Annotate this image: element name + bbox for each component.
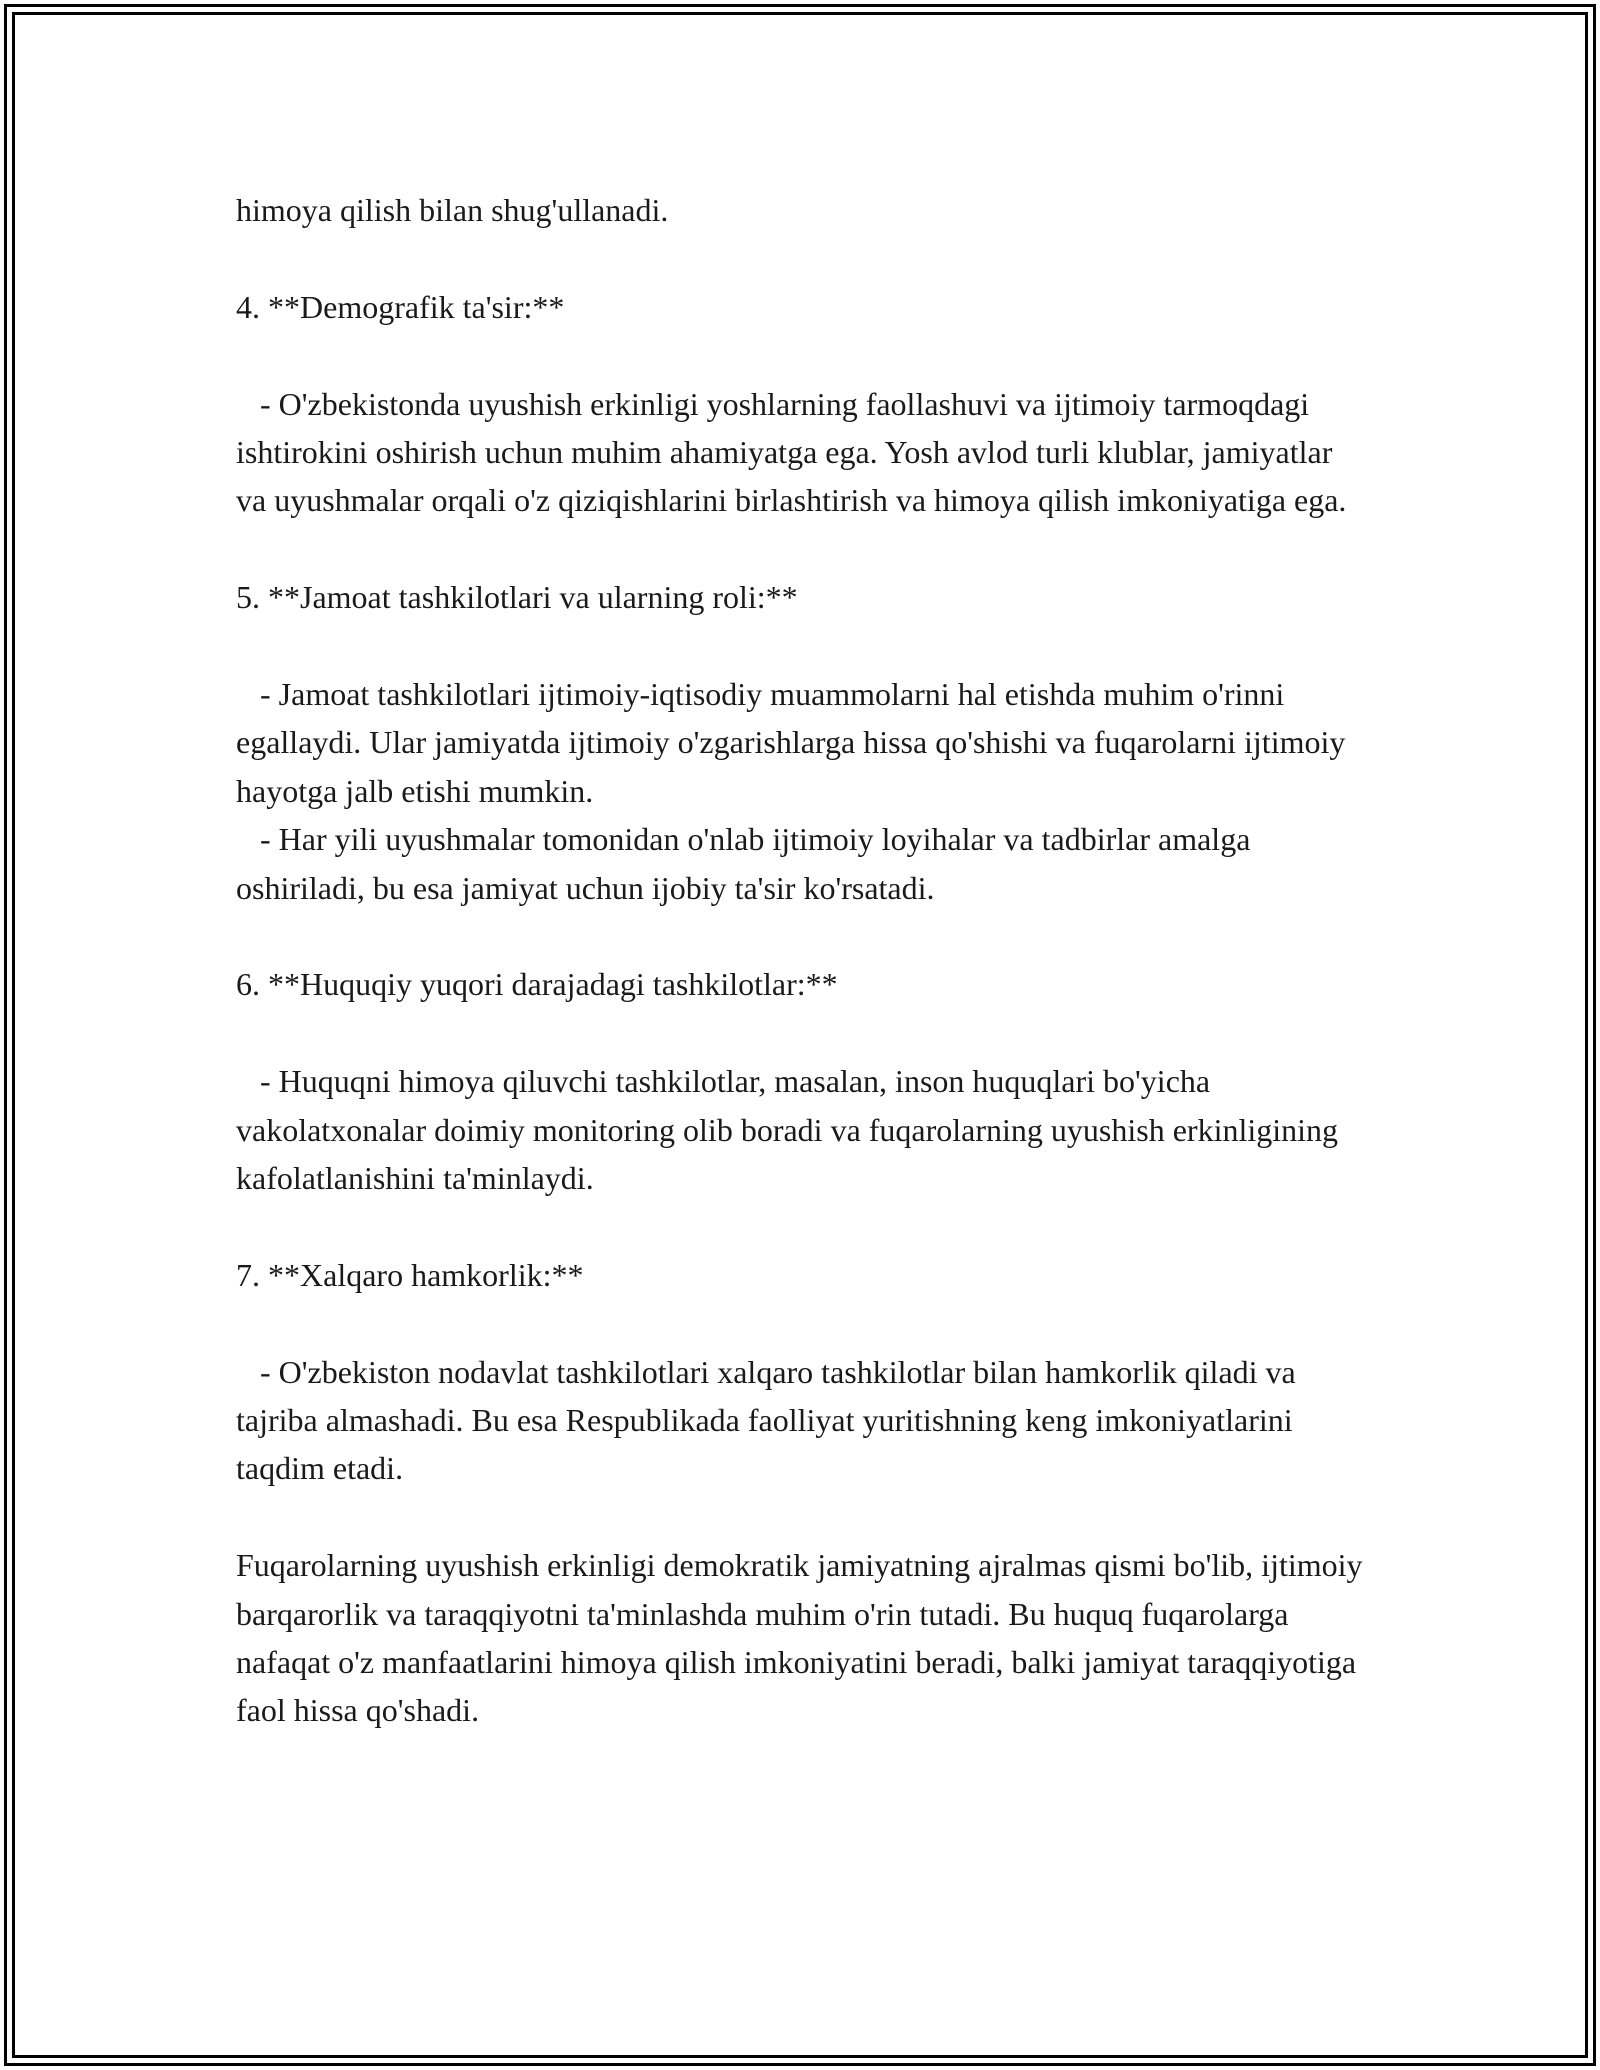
blank-line bbox=[236, 912, 1366, 960]
blank-line bbox=[236, 1299, 1366, 1347]
section-heading-4: 4. **Demografik ta'sir:** bbox=[236, 288, 565, 325]
blank-line bbox=[236, 1493, 1366, 1541]
section-5-item-1: - Jamoat tashkilotlari ijtimoiy-iqtisodiy muammolarni hal etishda muhim o'rinni egallaydi. Ular jamiyatda ijtimoiy o'zgarishlarga hissa qo'shishi va fuqarolarni ijtimoiy hayotga jalb etishi mumkin. bbox=[236, 676, 1354, 809]
conclusion-paragraph: Fuqarolarning uyushish erkinligi demokratik jamiyatning ajralmas qismi bo'lib, ijtimoiy barqarorlik va taraqqiyotni ta'minlashda muhim o'rin tutadi. Bu huquq fuqarolarga nafaqat o'z manfaatlarini himoya qilish imkoniyatini beradi, balki jamiyat taraqqiyotiga faol hissa qo'shadi. bbox=[236, 1547, 1371, 1729]
blank-line bbox=[236, 622, 1366, 670]
section-heading-7: 7. **Xalqaro hamkorlik:** bbox=[236, 1256, 584, 1293]
paragraph-continuation: himoya qilish bilan shug'ullanadi. bbox=[236, 192, 669, 228]
section-4-item: - O'zbekistonda uyushish erkinligi yoshlarning faollashuvi va ijtimoiy tarmoqdagi ishtirokini oshirish uchun muhim ahamiyatga ega. Yosh avlod turli klublar, jamiyatlar va uyushmalar orqali o'z qiziqishlarini birlashtirish va himoya qilish imkoniyatiga ega. bbox=[236, 385, 1347, 519]
blank-line bbox=[236, 1009, 1366, 1057]
section-7-item: - O'zbekiston nodavlat tashkilotlari xalqaro tashkilotlar bilan hamkorlik qiladi va tajriba almashadi. Bu esa Respublikada faolliyat yuritishning keng imkoniyatlarini taqdim etadi. bbox=[236, 1353, 1304, 1487]
blank-line bbox=[236, 331, 1366, 379]
section-6-item: - Huquqni himoya qiluvchi tashkilotlar, masalan, inson huquqlari bo'yicha vakolatxonalar doimiy monitoring olib boradi va fuqarolarning uyushish erkinligining kafolatlanishini ta'minlaydi. bbox=[236, 1063, 1347, 1197]
section-heading-5: 5. **Jamoat tashkilotlari va ularning roli:** bbox=[236, 579, 798, 616]
blank-line bbox=[236, 525, 1366, 573]
section-heading-6: 6. **Huquqiy yuqori darajadagi tashkilotlar:** bbox=[236, 966, 838, 1003]
section-5-item-2: - Har yili uyushmalar tomonidan o'nlab ijtimoiy loyihalar va tadbirlar amalga oshiriladi, bu esa jamiyat uchun ijobiy ta'sir ko'rsatadi. bbox=[236, 821, 1259, 906]
document-body bbox=[236, 186, 1371, 1735]
blank-line bbox=[236, 234, 1366, 282]
blank-line bbox=[236, 1202, 1366, 1250]
